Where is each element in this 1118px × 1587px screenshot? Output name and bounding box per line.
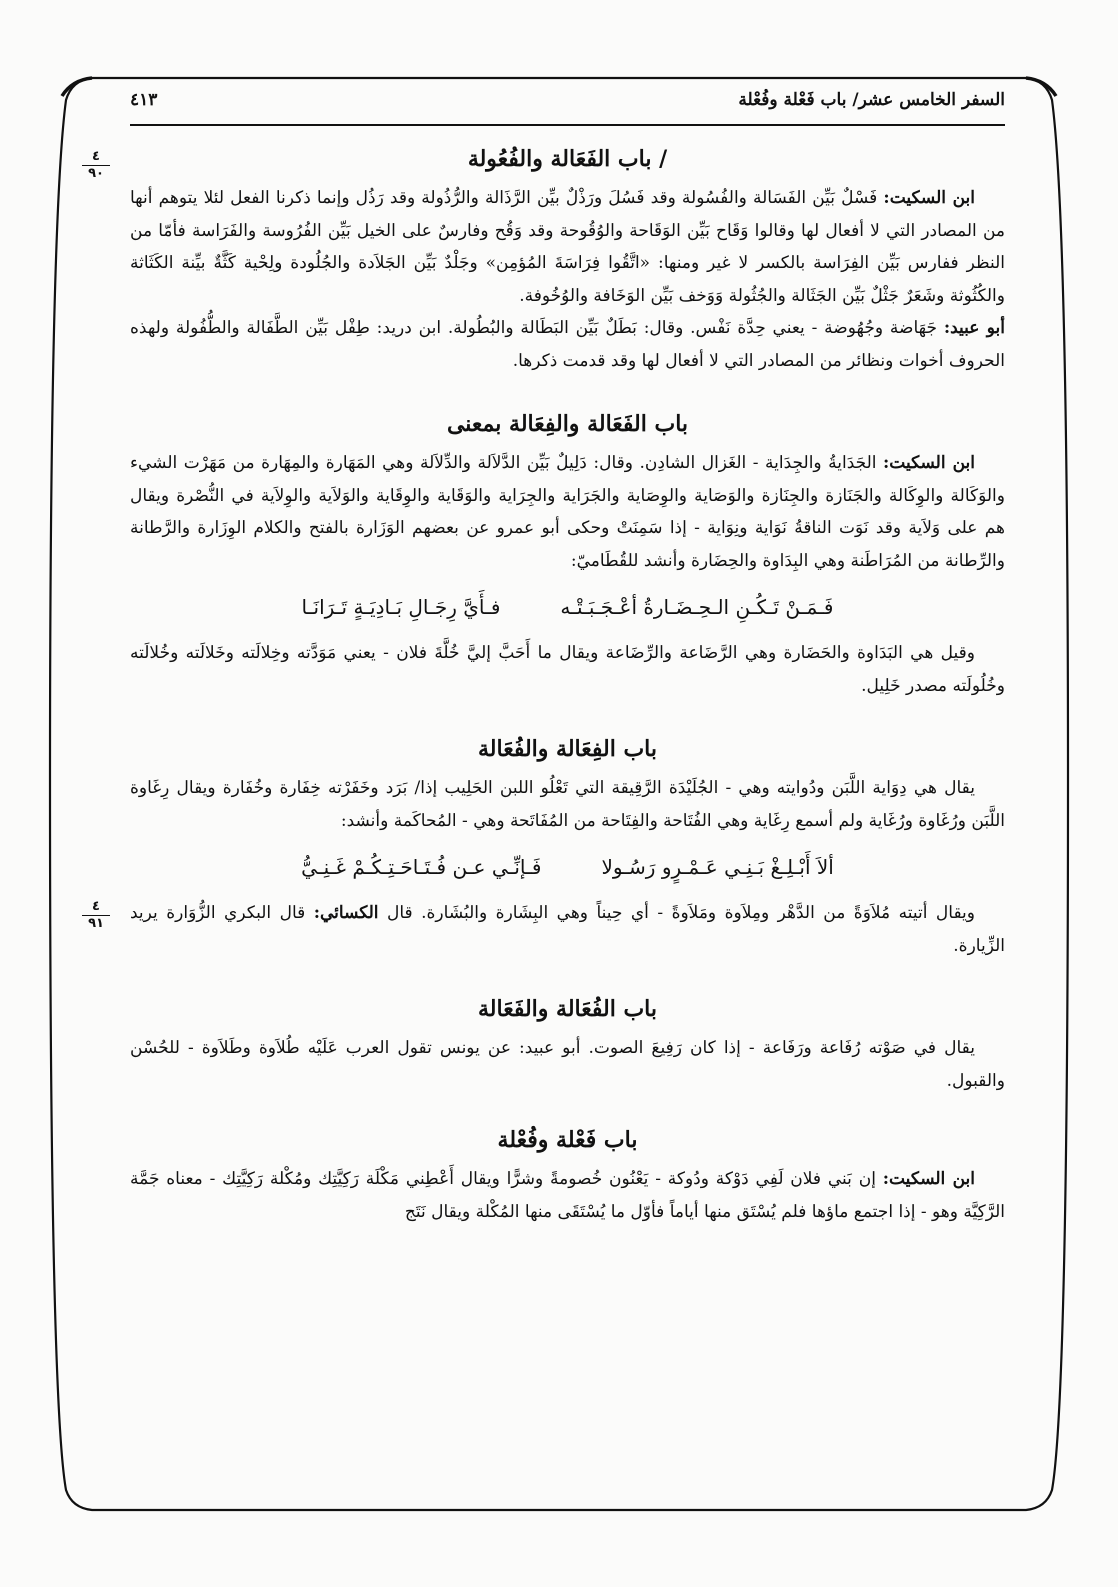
paragraph-text: يقال هي دِوَاية اللَّبَن ودُوايته وهي - الجُلَيْدَة الرَّقِيقة التي تَعْلُو اللبن الحَلِيب إذا/ بَرَد وخَفَرْته خِفَارة وخُفَارة ويقال رِغَاوة اللَّبَن ورُغَاوة ورُغَاية ولم أسمع رِغَاية وهي الفُتَاحة والفِتَاحة من المُفَاتَحة وهي - المُحاكَمة وأنشد:: [130, 778, 1005, 831]
poetry-verse: [130, 847, 1005, 887]
header-rule: [130, 124, 1005, 126]
paragraph: [130, 772, 1005, 837]
margin-folio-volume: ٤: [92, 899, 100, 914]
paragraph: [130, 447, 1005, 577]
paragraph-text: فَسْلٌ بَيِّن الفَسَالة والفُسُولة وقد فَسُلَ ورَذْلٌ بيِّن الرَّذَالة والرُّذُولة وقد رَذُل وإنما ذكرنا الفعل لئلا يتوهم أنها من المصادر التي لا أفعال لها وقالوا وَقَاح بَيِّن الوَقَاحة والوُقُوحة وقد وَقُح وفارسٌ على الخيل بَيِّن الفُرُوسة والفَرَاسة فأمّا من النظر ففارس بَيِّن الفِرَاسة بالكسر لا غير ومنها: «اتَّقُوا فِرَاسَةَ المُؤمِن» وجَلْدٌ بَيِّن الجَلاَدة والجُلُودة ولِحْية كَثَّةٌ بيِّنة الكَثَاثة والكُثُوثة وشَعَرٌ جَثْلٌ بَيِّن الجَثَالة والجُثُولة وَوَخف بَيِّن الوَخَافة والوُخُوفة.: [130, 188, 1005, 306]
running-title: السفر الخامس عشر/ باب فَعْلة وفُعْلة: [738, 90, 1005, 110]
section-title: باب الفَعَالة والفِعَالة بمعنى: [446, 411, 689, 437]
paragraph: [130, 1032, 1005, 1097]
paragraph: [130, 312, 1005, 377]
section-title: / باب الفَعَالة والفُعُولة: [467, 146, 668, 172]
section-title: باب الفُعَالة والفَعَالة: [478, 996, 657, 1022]
verse-second-hemistich: فَـإنِّـي عـن فُـتَـاحَـتِـكُـمْ غَـنِـيُّ: [301, 855, 542, 879]
speaker-name: ابن السكيت:: [883, 188, 975, 208]
paragraph-text: وقيل هي البَدَاوة والحَضَارة وهي الرَّضَاعة والرِّضَاعة ويقال ما أَحَبَّ إليَّ خُلَّةَ فلان - يعني مَوَدَّته وخِلالَته وخَلالَته وخُلالَته وخُلُولَته مصدر خَلِيل.: [130, 643, 1005, 696]
speaker-name: أبو عبيد:: [943, 318, 1005, 338]
paragraph-text: إن بَني فلان لَفِي دَوْكة ودُوكة - يَعْنُون خُصومةً وشرًّا ويقال أَعْطِني مَكْلَة رَكِيَّتِك ومُكْلة رَكِيَّتِك - معناه جَمَّة الرَّكِيَّة وهو - إذا اجتمع ماؤها فلم يُسْتَق منها أياماً فأوّل ما يُسْتَقَى منها المُكْلة ويقال نَتَج: [130, 1169, 1005, 1222]
margin-folio-reference: [78, 900, 114, 931]
margin-folio-reference: [78, 150, 114, 181]
paragraph-text: جَهَاضة وجُهُوضة - يعني حِدَّة نَفْس. وقال: بَطَلٌ بَيِّن البَطَالة والبُطُولة. ابن دريد: طِفْل بَيِّن الطَّفَالة والطُّفُولة ولهذه الحروف أخوات ونظائر من المصادر التي لا أفعال لها وقد قدمت ذكرها.: [130, 318, 1005, 371]
section-spacer: [130, 962, 1005, 992]
paragraph: [130, 1163, 1005, 1228]
running-header: [130, 80, 1005, 110]
page-number: ٤١٣: [130, 90, 158, 110]
paragraph: [130, 182, 1005, 312]
margin-folio-volume: ٤: [92, 149, 100, 164]
verse-first-hemistich: ألاَ أَبْـلِـغْ بَـنِـي عَـمْـرٍو رَسُـولا: [601, 855, 834, 879]
speaker-name: ابن السكيت:: [882, 1169, 975, 1189]
section-spacer: [130, 377, 1005, 407]
page-content: [130, 80, 1005, 1228]
margin-folio-page: ٩١: [88, 916, 104, 931]
section-title: باب فَعْلة وفُعْلة: [497, 1127, 638, 1153]
verse-first-hemistich: فَـمَـنْ تَـكُـنِ الـحِـضَـارةُ أعْـجَـبَـتْـه: [560, 595, 834, 619]
paragraph-text: الجَدَايةُ والجِدَاية - الغَزال الشادِن. وقال: دَلِيلٌ بَيِّن الدَّلاَلة والدِّلاَلة وهي المَهَارة والمِهَارة من مَهَرْت الشيء والوَكَالة والوِكَالة والجَنَازة والجِنَازة والوَصَاية والوِصَاية والجَرَاية والجِرَاية والوَقَاية والوِقَاية والوَلاَية والوِلاَية في النُّصْرة ويقال هم على وَلاَية وقد نَوَت الناقةُ نَوَاية ونِوَاية - إذا سَمِنَتْ وحكى أبو عمرو عن بعضهم الوَزَارة بالفتح والكلام الوِزَارة والرَّطانة والرِّطانة من المُرَاطَنة وهي البِدَاوة والحِضَارة وأنشد للقُطَاميّ:: [130, 453, 1005, 571]
section-title: باب الفِعَالة والفُعَالة: [478, 736, 657, 762]
speaker-name: ابن السكيت:: [883, 453, 975, 473]
speaker-name: الكسائي:: [313, 903, 379, 923]
section-spacer: [130, 1097, 1005, 1123]
paragraph: [130, 897, 1005, 962]
paragraph-text: قال البكري الزُّوَارة يريد الزِّيارة.: [130, 903, 1005, 956]
verse-second-hemistich: فـأَيَّ رِجَـالِ بَـادِيَـةٍ تَـرَانَـا: [301, 595, 501, 619]
poetry-verse: [130, 587, 1005, 627]
paragraph: [130, 637, 1005, 702]
paragraph-text: ويقال أتيته مُلاَوَةً من الدَّهْر ومِلاَوة ومَلاَوةً - أي حِيناً وهي البِشَارة والبُشَارة. قال: [378, 903, 975, 923]
paragraph-text: يقال في صَوْته رُفَاعة ورَفَاعة - إذا كان رَفِيعَ الصوت. أبو عبيد: عن يونس تقول العرب عَلَيْه طُلاَوة وطَلاَوة - للحُسْن والقبول.: [130, 1038, 1005, 1091]
margin-folio-page: ٩٠: [88, 166, 104, 181]
section-spacer: [130, 702, 1005, 732]
